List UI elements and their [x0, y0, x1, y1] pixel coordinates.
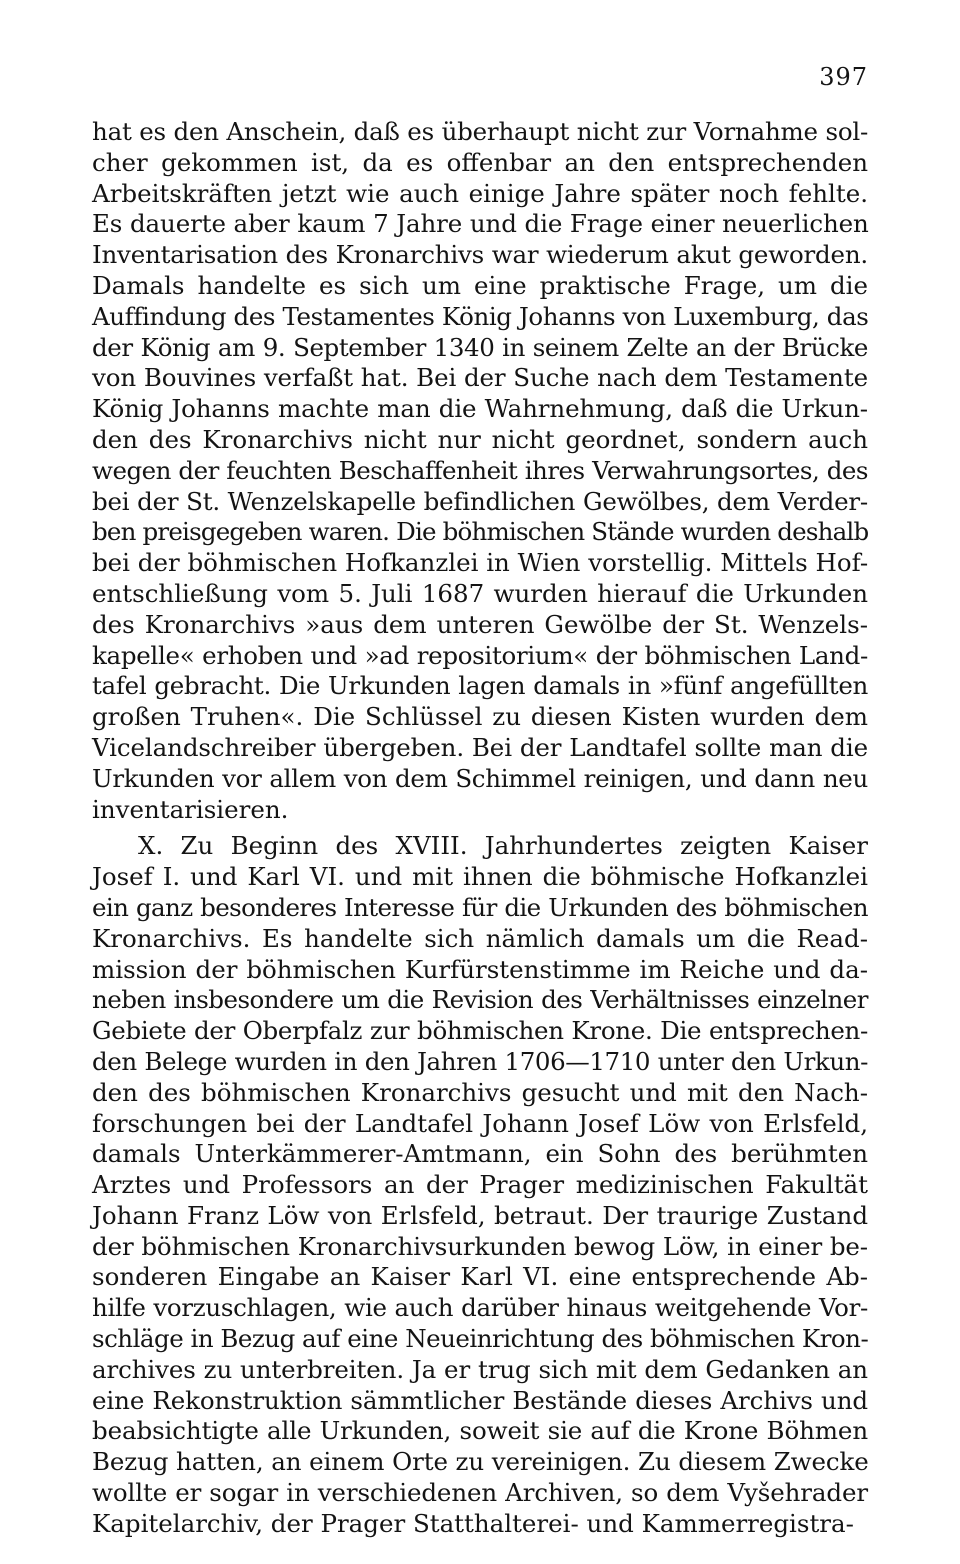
text-line: sonderen Eingabe an Kaiser Karl VI. eine entsprechende Ab-: [92, 1262, 868, 1292]
text-line: tafel gebracht. Die Urkunden lagen damals in »fünf angefüllten: [92, 671, 868, 701]
text-line: Auffindung des Testamentes König Johanns von Luxemburg, das: [92, 301, 869, 331]
text-line: Urkunden vor allem von dem Schimmel reinigen, und dann neu: [92, 763, 868, 793]
page-number: 397: [819, 63, 868, 91]
text-line: Josef I. und Karl VI. und mit ihnen die böhmische Hofkanzlei: [92, 862, 868, 892]
text-line: wollte er sogar in verschiedenen Archiven, so dem Vyšehrader: [92, 1478, 868, 1508]
text-line: bei der böhmischen Hofkanzlei in Wien vorstellig. Mittels Hof-: [92, 548, 869, 578]
text-line: des Kronarchivs »aus dem unteren Gewölbe der St. Wenzels-: [92, 609, 868, 639]
text-line: Inventarisation des Kronarchivs war wiederum akut geworden.: [92, 240, 868, 270]
text-line: Kronarchivs. Es handelte sich nämlich damals um die Read-: [92, 923, 868, 953]
text-line: mission der böhmischen Kurfürstenstimme im Reiche und da-: [92, 954, 868, 984]
text-line: Bezug hatten, an einem Orte zu vereinigen. Zu diesem Zwecke: [92, 1447, 869, 1477]
text-line: bei der St. Wenzelskapelle befindlichen Gewölbes, dem Verder-: [92, 486, 868, 516]
text-line: hilfe vorzuschlagen, wie auch darüber hinaus weitgehende Vor-: [92, 1293, 868, 1323]
text-line: Arztes und Professors an der Prager medizinischen Fakultät: [92, 1170, 868, 1200]
text-line: wegen der feuchten Beschaffenheit ihres Verwahrungsortes, des: [92, 455, 868, 485]
text-line: inventarisieren.: [92, 794, 289, 824]
text-line: Arbeitskräften jetzt wie auch einige Jahre später noch fehlte.: [92, 178, 868, 208]
text-line: hat es den Anschein, daß es überhaupt nicht zur Vornahme sol-: [92, 117, 869, 146]
text-line: den des Kronarchivs nicht nur nicht geordnet, sondern auch: [92, 424, 868, 454]
text-line: kapelle« erhoben und »ad repositorium« der böhmischen Land-: [92, 640, 868, 670]
text-line: damals Unterkämmerer-Amtmann, ein Sohn des berühmten: [92, 1139, 868, 1169]
paragraph: [92, 117, 868, 825]
text-line: Kapitelarchiv, der Prager Statthalterei- und Kammerregistra-: [92, 1508, 854, 1538]
text-line: den Belege wurden in den Jahren 1706—1710 unter den Urkun-: [92, 1046, 868, 1076]
text-line: archives zu unterbreiten. Ja er trug sich mit dem Gedanken an: [92, 1354, 868, 1384]
text-line: beabsichtigte alle Urkunden, soweit sie auf die Krone Böhmen: [92, 1416, 868, 1446]
text-line: X. Zu Beginn des XVIII. Jahrhundertes zeigten Kaiser: [138, 831, 868, 861]
text-line: ein ganz besonderes Interesse für die Urkunden des böhmischen: [92, 892, 868, 922]
text-line: großen Truhen«. Die Schlüssel zu diesen Kisten wurden dem: [92, 702, 868, 732]
text-line: ben preisgegeben waren. Die böhmischen Stände wurden deshalb: [92, 517, 869, 547]
text-line: Damals handelte es sich um eine praktische Frage, um die: [92, 270, 868, 300]
text-line: eine Rekonstruktion sämmtlicher Bestände dieses Archivs und: [92, 1385, 868, 1415]
text-line: cher gekommen ist, da es offenbar an den entsprechenden: [92, 147, 868, 177]
text-line: von Bouvines verfaßt hat. Bei der Suche nach dem Testamente: [92, 363, 868, 393]
text-line: neben insbesondere um die Revision des Verhältnisses einzelner: [92, 985, 868, 1015]
text-line: den des böhmischen Kronarchivs gesucht und mit den Nach-: [92, 1077, 868, 1107]
body-text: [92, 117, 868, 1540]
text-line: entschließung vom 5. Juli 1687 wurden hierauf die Urkunden: [92, 578, 868, 608]
paragraph: [92, 831, 868, 1539]
text-line: forschungen bei der Landtafel Johann Josef Löw von Erlsfeld,: [92, 1108, 868, 1138]
text-line: Vicelandschreiber übergeben. Bei der Landtafel sollte man die: [92, 732, 868, 762]
text-line: Es dauerte aber kaum 7 Jahre und die Frage einer neuerlichen: [92, 209, 869, 239]
text-line: Johann Franz Löw von Erlsfeld, betraut. Der traurige Zustand: [92, 1200, 868, 1230]
text-line: schläge in Bezug auf eine Neueinrichtung des böhmischen Kron-: [92, 1324, 869, 1354]
text-line: König Johanns machte man die Wahrnehmung, daß die Urkun-: [92, 394, 868, 424]
text-line: der König am 9. September 1340 in seinem Zelte an der Brücke: [92, 332, 868, 362]
text-line: Gebiete der Oberpfalz zur böhmischen Krone. Die entsprechen-: [92, 1016, 868, 1046]
text-line: der böhmischen Kronarchivsurkunden bewog Löw, in einer be-: [92, 1231, 868, 1261]
